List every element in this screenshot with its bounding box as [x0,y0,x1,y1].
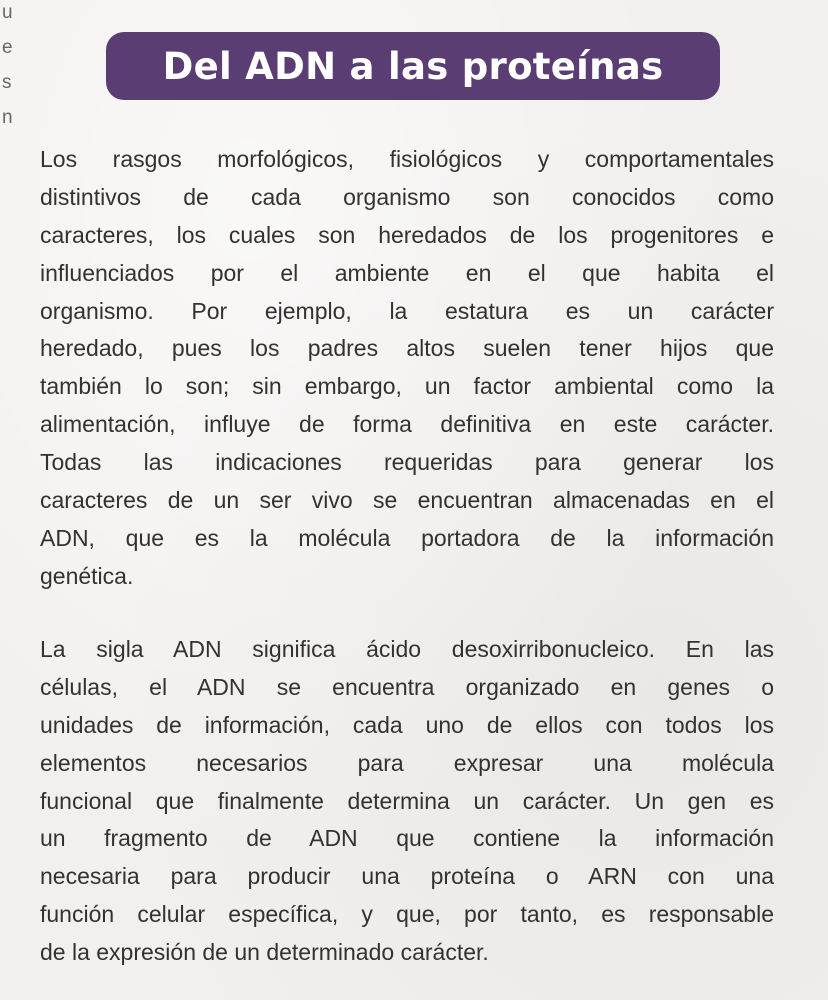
text-line: influenciados por el ambiente en el que habita el [40,259,774,286]
text-line: heredado, pues los padres altos suelen tener hijos que [40,335,774,362]
text-line: distintivos de cada organismo son conocidos como [40,183,774,210]
text-line: Todas las indicaciones requeridas para generar los [40,449,774,476]
text-line: organismo. Por ejemplo, la estatura es un carácter [40,297,774,324]
text-line: también lo son; sin embargo, un factor ambiental como la [40,373,774,400]
text-line: de la expresión de un determinado carácter. [40,939,489,966]
margin-letter: e [2,37,13,58]
section-title: Del ADN a las proteínas [162,44,664,88]
text-line: caracteres, los cuales son heredados de los progenitores e [40,221,774,248]
text-line: La sigla ADN significa ácido desoxirribonucleico. En las [40,636,774,662]
text-line: unidades de información, cada uno de ellos con todos los [40,711,774,738]
text-line: alimentación, influye de forma definitiva en este carácter. [40,411,774,438]
section-title-banner [106,32,720,100]
paragraph-1 [40,141,774,596]
text-line: necesaria para producir una proteína o ARN con una [40,863,774,890]
margin-letter: s [2,72,12,93]
text-line: Los rasgos morfológicos, fisiológicos y comportamentales [40,146,774,172]
paragraph-2 [40,631,774,972]
text-line: caracteres de un ser vivo se encuentran almacenadas en el [40,487,774,514]
margin-letter: u [2,2,13,23]
text-line: funcional que finalmente determina un carácter. Un gen es [40,787,774,814]
text-line: ADN, que es la molécula portadora de la información [40,524,774,551]
text-line: elementos necesarios para expresar una molécula [40,749,774,776]
text-line: genética. [40,562,134,589]
margin-letter: n [2,107,13,128]
text-line: un fragmento de ADN que contiene la información [40,825,774,852]
text-line: función celular específica, y que, por tanto, es responsable [40,901,774,928]
text-line: células, el ADN se encuentra organizado en genes o [40,673,774,700]
